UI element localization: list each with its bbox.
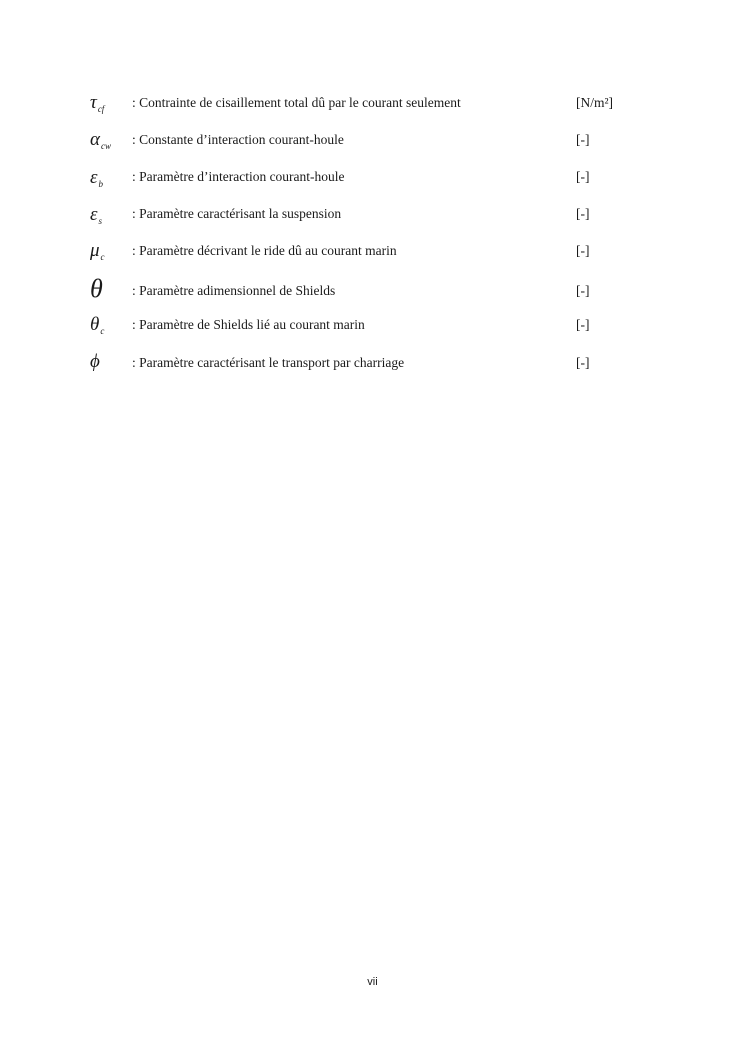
unit-alpha-cw: [-]: [576, 132, 590, 147]
nomenclature-row-phi: [0, 352, 745, 376]
unit-mu-c: [-]: [576, 243, 590, 258]
symbol-alpha-cw: $\alpha_{cw}$: [90, 129, 111, 151]
nomenclature-row-theta-c: [0, 315, 745, 339]
symbol-epsilon-s: $\varepsilon_s$: [90, 204, 103, 226]
nomenclature-row-tau-cf: [0, 93, 745, 117]
unit-tau-cf: [N/m²]: [576, 95, 614, 110]
nomenclature-row-theta: [0, 274, 745, 303]
page-number: vii: [367, 976, 378, 988]
symbol-tau-cf: $\tau_{cf}$: [90, 92, 105, 114]
unit-epsilon-b: [-]: [576, 169, 590, 184]
description-epsilon-b: : Paramètre d’interaction courant-houle: [132, 169, 345, 184]
description-tau-cf: : Contrainte de cisaillement total dû par le courant seulement: [132, 95, 461, 110]
unit-theta-c: [-]: [576, 317, 590, 332]
description-mu-c: : Paramètre décrivant le ride dû au courant marin: [132, 243, 397, 258]
unit-phi: [-]: [576, 355, 590, 370]
symbol-phi: ϕ: [90, 351, 100, 372]
symbol-epsilon-b: $\varepsilon_b$: [90, 167, 103, 189]
symbol-theta-c: $\theta_c$: [90, 314, 105, 336]
nomenclature-row-epsilon-s: [0, 205, 745, 229]
unit-epsilon-s: [-]: [576, 206, 590, 221]
description-theta: : Paramètre adimensionnel de Shields: [132, 283, 336, 298]
symbol-theta: θ: [90, 274, 103, 303]
description-alpha-cw: : Constante d’interaction courant-houle: [132, 132, 344, 147]
nomenclature-row-mu-c: [0, 241, 745, 265]
nomenclature-row-alpha-cw: [0, 130, 745, 154]
unit-theta: [-]: [576, 283, 590, 298]
description-epsilon-s: : Paramètre caractérisant la suspension: [132, 206, 342, 221]
description-theta-c: : Paramètre de Shields lié au courant marin: [132, 317, 365, 332]
description-phi: : Paramètre caractérisant le transport par charriage: [132, 355, 405, 370]
nomenclature-row-epsilon-b: [0, 168, 745, 192]
symbol-mu-c: $\mu_c$: [90, 240, 105, 262]
